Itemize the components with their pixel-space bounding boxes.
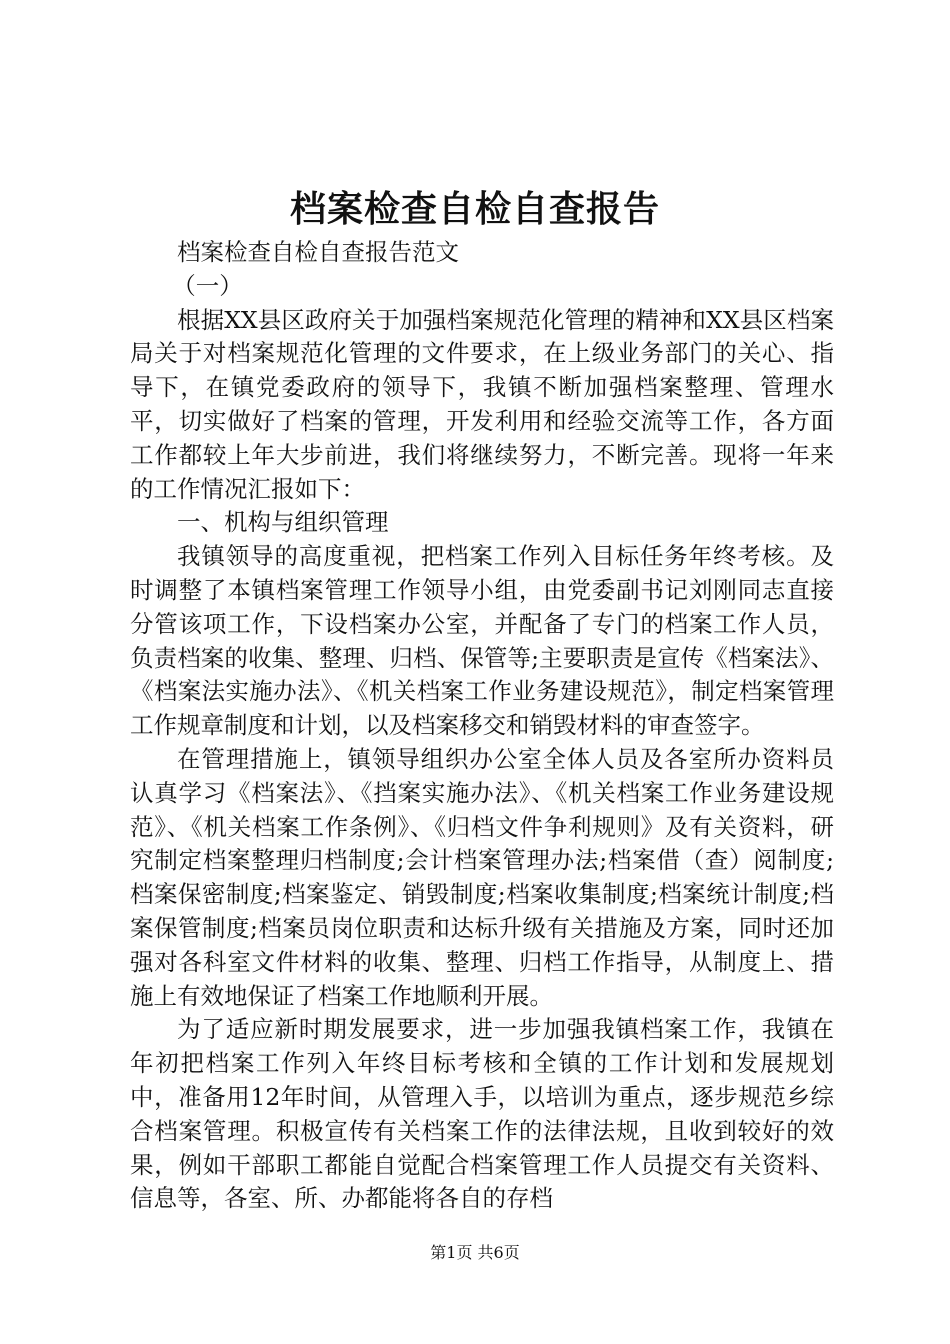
document-title: 档案检查自检自查报告 — [289, 188, 660, 230]
section-heading: 一、机构与组织管理 — [177, 508, 389, 537]
section-number: （一） — [172, 271, 243, 300]
document-body — [130, 236, 834, 1216]
paragraph-organization: 我镇领导的高度重视，把档案工作列入目标任务年终考核。及时调整了本镇档案管理工作领导小组，由党委副书记刘刚同志直接分管该项工作，下设档案办公室，并配备了专门的档案工作人员，负责档案的收集、整理、归档、保管等;主要职责是宣传《档案法》、《档案法实施办法》、《机关档案工作业务建设规范》，制定档案管理工作规章制度和计划，以及档案移交和销毁材料的审查签字。 — [130, 542, 834, 740]
paragraph-development: 为了适应新时期发展要求，进一步加强我镇档案工作，我镇在年初把档案工作列入年终目标考核和全镇的工作计划和发展规划中，准备用12年时间，从管理入手，以培训为重点，逐步规范乡综合档案管理。积极宣传有关档案工作的法律法规，且收到较好的效果，例如干部职工都能自觉配合档案管理工作人员提交有关资料、信息等，各室、所、办都能将各自的存档 — [130, 1015, 834, 1213]
paragraph-intro: 根据XX县区政府关于加强档案规范化管理的精神和XX县区档案局关于对档案规范化管理的文件要求，在上级业务部门的关心、指导下，在镇党委政府的领导下，我镇不断加强档案整理、管理水平，切实做好了档案的管理，开发利用和经验交流等工作，各方面工作都较上年大步前进，我们将继续努力，不断完善。现将一年来的工作情况汇报如下： — [130, 305, 834, 503]
page-footer: 第1页 共6页 — [430, 1243, 520, 1262]
paragraph-management-measures: 在管理措施上，镇领导组织办公室全体人员及各室所办资料员认真学习《档案法》、《挡案实施办法》、《机关档案工作业务建设规范》、《机关档案工作条例》、《归档文件争利规则》及有关资料，研究制定档案整理归档制度;会计档案管理办法;档案借（查）阅制度;档案保密制度;档案鉴定、销毁制度;档案收集制度;档案统计制度;档案保管制度;档案员岗位职责和达标升级有关措施及方案，同时还加强对各科室文件材料的收集、整理、归档工作指导，从制度上、措施上有效地保证了档案工作地顺利开展。 — [130, 744, 834, 1010]
document-subtitle: 档案检查自检自查报告范文 — [177, 238, 459, 266]
